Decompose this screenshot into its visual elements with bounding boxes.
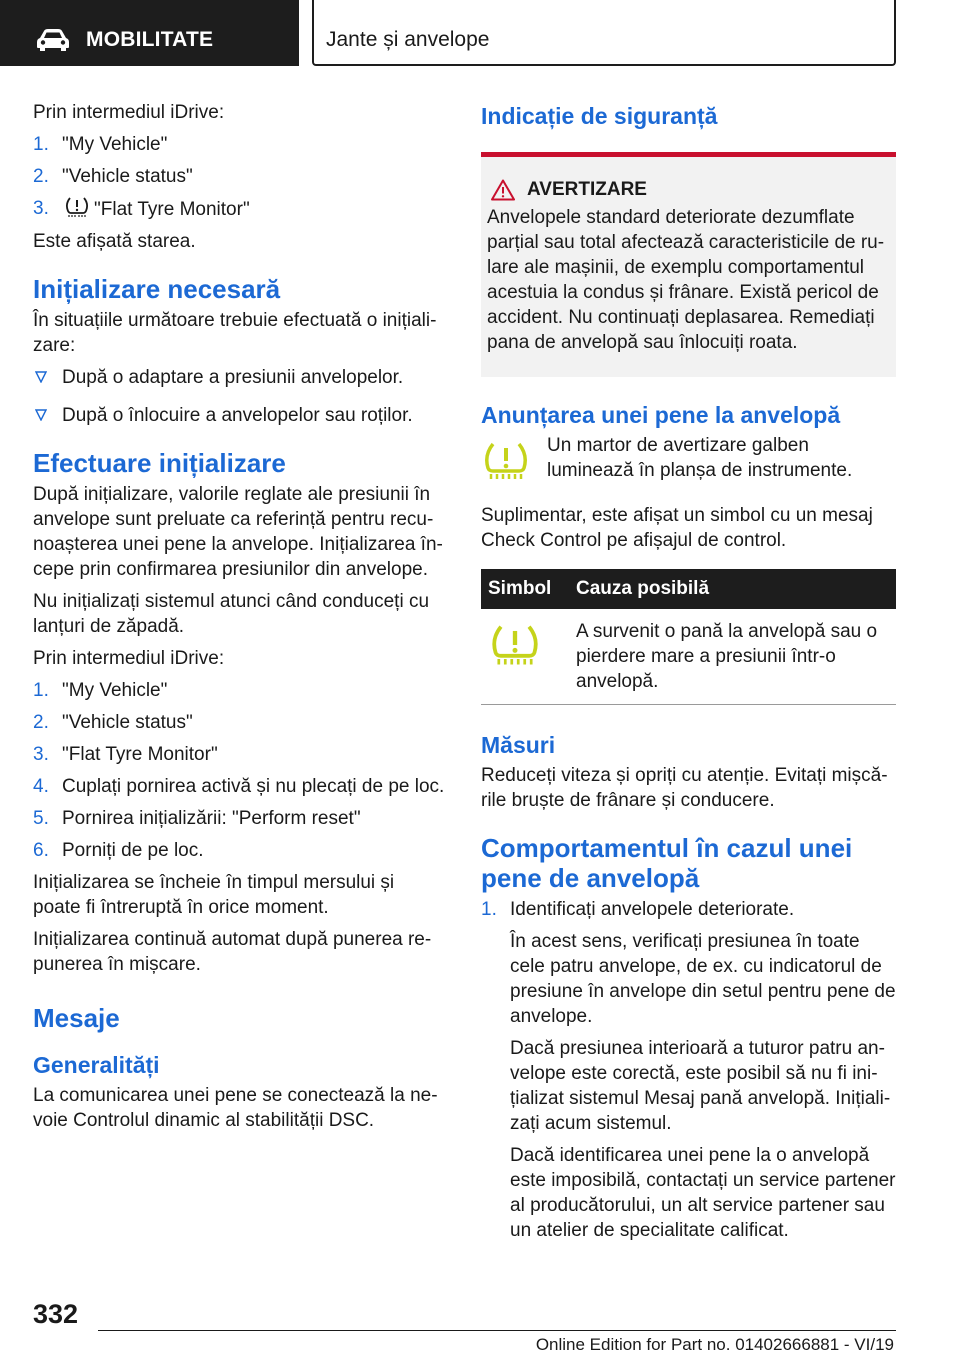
supplementary-text: Suplimentar, este afișat un simbol cu un mesaj Check Control pe afișajul de control.	[481, 505, 873, 551]
list-item: 1. Identificați anvelopele deteriorate. În acest sens, verificați presiunea în toate cele patru anvelope, de ex. cu indicatorul de presiune în anvelope din setul pentru pene de anvelope. Dacă presiunea interioară a tuturor patru anvelope este corectă, este posibil să nu fi inițializat sistemul Mesaj pană anvelopă. Inițializați acum sistemul. Dacă identificarea unei pene la o anvelopă este imposibilă, contactați un service partener al producătorului, un alt service partener sau un atelier de specialitate calificat.	[481, 899, 896, 1241]
warning-label: AVERTIZARE	[527, 179, 647, 200]
triangle-bullet-icon	[35, 371, 47, 383]
behaviour-heading: Comportamentul în cazul unei pene de anvelopă	[481, 833, 853, 893]
warning-text: Anvelopele standard deteriorate dezumflate parțial sau total afectează caracteristicile de rulare ale mașinii, de exemplu comportamentul acestuia la condus și frânare. Există pericol de accident. Nu continuați deplasarea. Remediați pana de anvelopă sau înlocuiți roata.	[487, 207, 885, 353]
announce-heading: Anunțarea unei pene la anvelopă	[481, 402, 841, 428]
init-needed-heading: Inițializare necesară	[33, 274, 281, 304]
left-column	[33, 100, 445, 1140]
behaviour-steps	[481, 897, 896, 1243]
warning-box	[481, 152, 896, 377]
do-init-paragraph-1: După inițializare, valorile reglate ale presiunii în anvelope sunt preluate ca referință pentru recunoașterea unei pene la anvelope. Inițializarea începe prin confirmarea presiunilor din anvelope.	[33, 484, 443, 580]
flat-tyre-indicator-icon	[488, 623, 542, 667]
idrive-intro-2: Prin intermediul iDrive:	[33, 648, 225, 669]
page-number: 332	[33, 1299, 79, 1329]
do-init-paragraph-2: Nu inițializați sistemul atunci când conduceți cu lanțuri de zăpadă.	[33, 591, 430, 637]
behaviour-paragraph-3: Dacă identificarea unei pene la o anvelopă este imposibilă, contactați un service partener al producătorului, un alt service partener sau un atelier de specialitate calificat.	[510, 1145, 896, 1241]
measures-text: Reduceți viteza și opriți cu atenție. Evitați mișcările bruște de frânare și conducere.	[481, 765, 888, 811]
steps-list-2	[33, 678, 445, 863]
warning-triangle-icon	[491, 179, 515, 201]
messages-heading: Mesaje	[33, 1003, 120, 1033]
edition-text: Online Edition for Part no. 01402666881 - VI/19	[535, 1335, 894, 1354]
safety-heading: Indicație de siguranță	[481, 103, 718, 129]
car-icon	[36, 28, 70, 52]
bullet-list	[33, 365, 445, 428]
list-item: 3. "Flat Tyre Monitor"	[33, 198, 250, 220]
table-cell-symbol	[481, 609, 569, 705]
list-item: 1. "My Vehicle"	[33, 134, 168, 155]
do-init-heading: Efectuare inițializare	[33, 448, 286, 478]
indicator-text: Un martor de avertizare galben luminează în planșa de instrumente.	[547, 435, 853, 481]
list-item: După o înlocuire a anvelopelor sau roților.	[33, 403, 445, 428]
table-header-symbol: Simbol	[481, 569, 569, 609]
general-heading: Generalități	[33, 1052, 160, 1078]
flat-tyre-warning-icon	[64, 196, 90, 218]
list-item: 3. "Flat Tyre Monitor"	[33, 744, 218, 765]
steps-list-1	[33, 132, 445, 222]
init-needed-text: În situațiile următoare trebuie efectuată o inițializare:	[33, 310, 437, 356]
footer-divider	[98, 1330, 896, 1331]
after-paragraph-1: Inițializarea se încheie în timpul mersului și poate fi întreruptă în orice moment.	[33, 872, 395, 918]
list-item: 1. "My Vehicle"	[33, 680, 168, 701]
list-item: 4. Cuplați pornirea activă și nu plecați de pe loc.	[33, 776, 445, 797]
table-header-row	[481, 569, 896, 609]
list-item: 2. "Vehicle status"	[33, 166, 193, 187]
right-column	[481, 100, 896, 1250]
list-item: 2. "Vehicle status"	[33, 712, 193, 733]
section-title: MOBILITATE	[86, 28, 214, 51]
chapter-title: Jante și anvelope	[326, 28, 490, 51]
page-header	[0, 0, 960, 66]
flat-tyre-indicator-icon	[481, 441, 531, 481]
table-cell-cause: A survenit o pană la anvelopă sau o pierdere mare a presiunii într-o anvelopă.	[569, 609, 896, 705]
measures-heading: Măsuri	[481, 732, 556, 758]
behaviour-paragraph-2: Dacă presiunea interioară a tuturor patru anvelope este corectă, este posibil să nu fi inițializat sistemul Mesaj pană anvelopă. Inițializați acum sistemul.	[510, 1038, 891, 1134]
table-row	[481, 609, 896, 705]
idrive-intro: Prin intermediul iDrive:	[33, 102, 225, 123]
list-item: După o adaptare a presiunii anvelopelor.	[33, 365, 445, 390]
table-header-cause: Cauza posibilă	[569, 569, 896, 609]
indicator-block	[481, 433, 896, 493]
status-text: Este afișată starea.	[33, 231, 196, 252]
general-text: La comunicarea unei pene se conectează la nevoie Controlul dinamic al stabilității DSC.	[33, 1085, 438, 1131]
triangle-bullet-icon	[35, 409, 47, 421]
behaviour-paragraph-1: În acest sens, verificați presiunea în toate cele patru anvelope, de ex. cu indicatorul de presiune în anvelope din setul pentru pene de anvelope.	[510, 931, 896, 1027]
list-item: 5. Pornirea inițializării: "Perform reset"	[33, 808, 361, 829]
symbol-table	[481, 569, 896, 705]
after-paragraph-2: Inițializarea continuă automat după punerea repunerea în mișcare.	[33, 929, 432, 975]
list-item: 6. Porniți de pe loc.	[33, 840, 204, 861]
section-tab	[0, 0, 299, 66]
chapter-tab	[312, 0, 896, 66]
